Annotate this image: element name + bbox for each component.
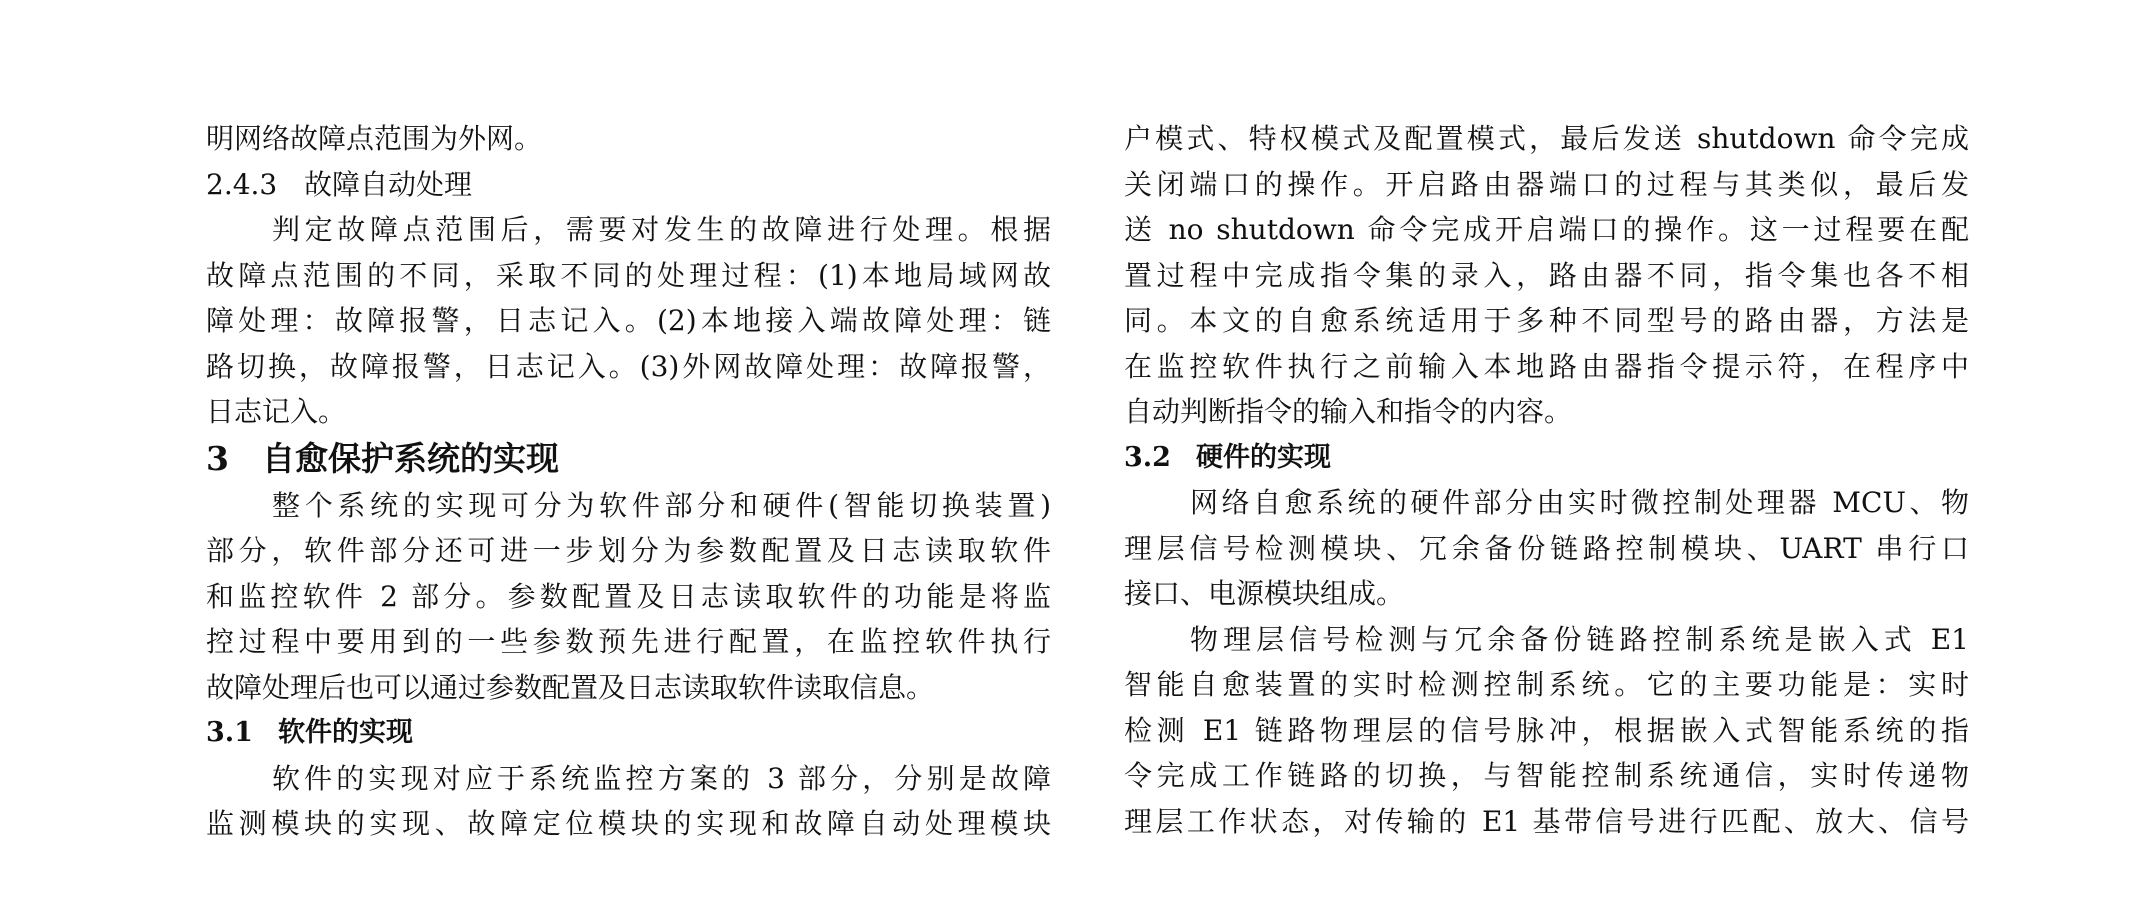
text-line xyxy=(206,574,1051,620)
text-line xyxy=(1124,526,1969,572)
section-number: 3 xyxy=(206,438,229,478)
text-line xyxy=(1124,480,1969,526)
line-text: 日志记入。 xyxy=(206,395,347,428)
line-text: 控过程中要用到的一些参数预先进行配置，在监控软件执行 xyxy=(206,625,1051,658)
text-line xyxy=(206,483,1051,529)
line-text: 和监控软件 2 部分。参数配置及日志读取软件的功能是将监 xyxy=(206,579,1051,613)
text-line xyxy=(206,389,1051,435)
line-text: 物理层信号检测与冗余备份链路控制系统是嵌入式 E1 xyxy=(1190,622,1969,656)
line-text: 在监控软件执行之前输入本地路由器指令提示符，在程序中 xyxy=(1124,349,1969,383)
line-text: 自动判断指令的输入和指令的内容。 xyxy=(1124,395,1573,428)
line-text: 置过程中完成指令集的录入，路由器不同，指令集也各不相 xyxy=(1124,258,1969,292)
line-text: 路切换，故障报警，日志记入。(3)外网故障处理：故障报警， xyxy=(206,349,1051,383)
text-line xyxy=(206,756,1051,802)
line-text: 同。本文的自愈系统适用于多种不同型号的路由器，方法是 xyxy=(1124,304,1969,337)
line-text: 软件的实现对应于系统监控方案的 3 部分，分别是故障 xyxy=(272,761,1051,795)
text-line xyxy=(1124,389,1969,435)
text-line xyxy=(206,344,1051,390)
text-line xyxy=(1124,708,1969,754)
line-text: 判定故障点范围后，需要对发生的故障进行处理。根据 xyxy=(272,213,1051,246)
text-line xyxy=(1124,207,1969,253)
section-heading xyxy=(206,710,1051,756)
line-text: 部分，软件部分还可进一步划分为参数配置及日志读取软件 xyxy=(206,534,1051,567)
line-text: 监测模块的实现、故障定位模块的实现和故障自动处理模块 xyxy=(206,807,1051,840)
text-line xyxy=(1124,662,1969,708)
text-line xyxy=(1124,799,1969,845)
section-title: 自愈保护系统的实现 xyxy=(262,438,559,478)
right-text-column xyxy=(1124,116,1969,844)
section-number: 3.1 xyxy=(206,717,253,748)
text-line xyxy=(1124,162,1969,208)
line-text: 整个系统的实现可分为软件部分和硬件(智能切换装置) xyxy=(272,488,1051,522)
text-line xyxy=(206,298,1051,344)
text-line xyxy=(1124,617,1969,663)
section-title: 软件的实现 xyxy=(278,717,413,748)
section-heading xyxy=(206,162,1051,208)
text-line xyxy=(1124,571,1969,617)
text-line xyxy=(1124,116,1969,162)
section-title: 硬件的实现 xyxy=(1196,441,1331,473)
section-number: 2.4.3 xyxy=(206,167,278,201)
section-title: 故障自动处理 xyxy=(304,167,473,201)
line-text: 送 no shutdown 命令完成开启端口的操作。这一过程要在配 xyxy=(1124,213,1969,246)
line-text: 检测 E1 链路物理层的信号脉冲，根据嵌入式智能系统的指 xyxy=(1124,713,1969,747)
text-line xyxy=(206,253,1051,299)
line-text: 接口、电源模块组成。 xyxy=(1124,577,1405,610)
line-text: 故障处理后也可以通过参数配置及日志读取软件读取信息。 xyxy=(206,670,935,704)
text-line xyxy=(206,619,1051,665)
text-line xyxy=(206,665,1051,711)
section-number: 3.2 xyxy=(1124,441,1171,473)
line-text: 网络自愈系统的硬件部分由实时微控制处理器 MCU、物 xyxy=(1190,486,1969,519)
line-text: 障处理：故障报警，日志记入。(2)本地接入端故障处理：链 xyxy=(206,304,1051,337)
line-text: 理层信号检测模块、冗余备份链路控制模块、UART 串行口 xyxy=(1124,531,1969,565)
text-line xyxy=(1124,344,1969,390)
text-line xyxy=(1124,253,1969,299)
line-text: 明网络故障点范围为外网。 xyxy=(206,122,543,155)
section-heading xyxy=(1124,435,1969,481)
line-text: 令完成工作链路的切换，与智能控制系统通信，实时传递物 xyxy=(1124,759,1969,792)
section-heading xyxy=(206,435,1051,483)
text-line xyxy=(206,801,1051,847)
line-text: 关闭端口的操作。开启路由器端口的过程与其类似，最后发 xyxy=(1124,167,1969,201)
text-line xyxy=(1124,753,1969,799)
text-line xyxy=(206,528,1051,574)
text-line xyxy=(1124,298,1969,344)
line-text: 户模式、特权模式及配置模式，最后发送 shutdown 命令完成 xyxy=(1124,122,1969,155)
text-line xyxy=(206,207,1051,253)
line-text: 故障点范围的不同，采取不同的处理过程：(1)本地局域网故 xyxy=(206,258,1051,292)
left-text-column xyxy=(206,116,1051,847)
text-line xyxy=(206,116,1051,162)
line-text: 理层工作状态，对传输的 E1 基带信号进行匹配、放大、信号 xyxy=(1124,804,1969,838)
line-text: 智能自愈装置的实时检测控制系统。它的主要功能是：实时 xyxy=(1124,668,1969,701)
